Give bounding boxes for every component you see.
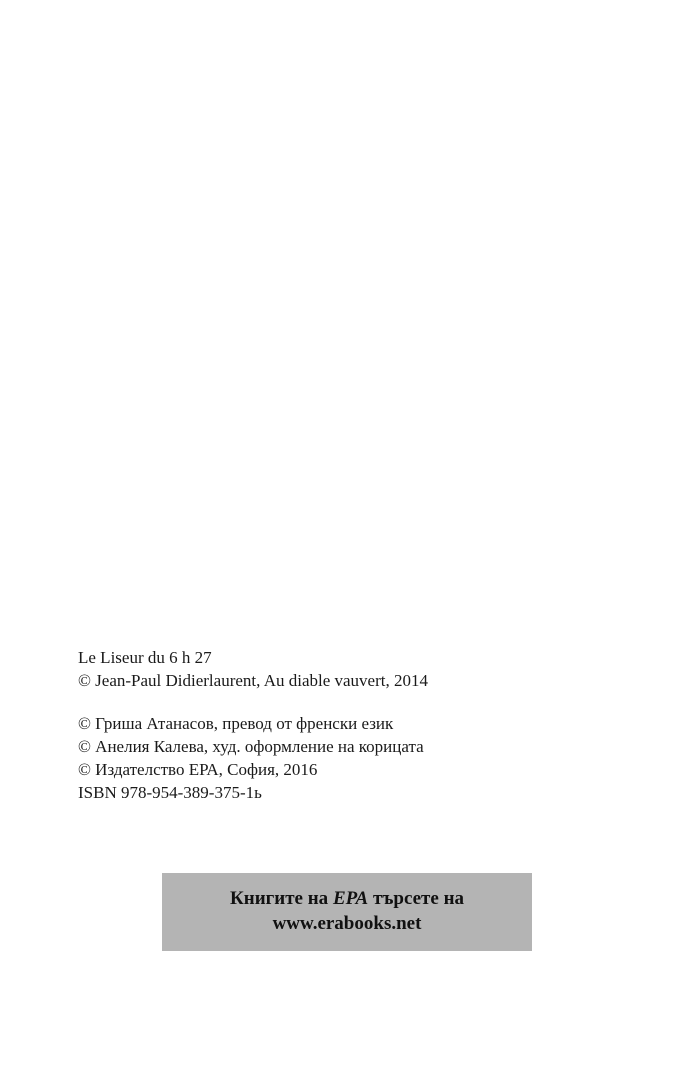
cover-design-credit: © Анелия Калева, худ. оформление на корицата xyxy=(78,737,424,756)
original-copyright: © Jean-Paul Didierlaurent, Au diable vauvert, 2014 xyxy=(78,671,428,690)
copyright-block xyxy=(78,646,428,804)
promo-box xyxy=(162,873,532,951)
isbn: ISBN 978-954-389-375-1ь xyxy=(78,783,262,802)
promo-brand: ЕРА xyxy=(332,888,369,909)
publisher-credit: © Издателство ЕРА, София, 2016 xyxy=(78,760,318,779)
translator-credit: © Гриша Атанасов, превод от френски език xyxy=(78,714,394,733)
original-title: Le Liseur du 6 h 27 xyxy=(78,648,212,667)
promo-website: www.erabooks.net xyxy=(272,913,422,934)
promo-line xyxy=(162,886,532,911)
promo-before: Книгите на xyxy=(229,888,333,909)
promo-after: търсете на xyxy=(368,888,465,909)
spacer xyxy=(78,692,428,712)
